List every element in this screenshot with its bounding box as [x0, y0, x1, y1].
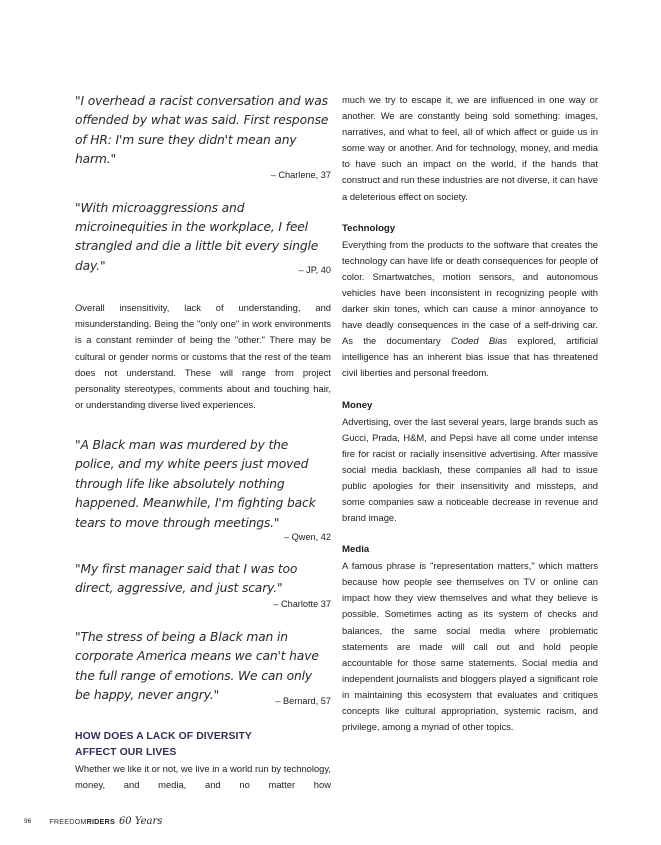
quote-block — [75, 560, 331, 610]
subsection-body — [342, 237, 598, 382]
subsection-media — [342, 542, 598, 735]
logo-text-bold: RIDERS — [86, 816, 115, 826]
section-intro-continued: much we try to escape it, we are influenced in one way or another. We are constantly being sold something: images, narratives, and what to feel, all of which affect or guide us in some way or another. And for technology, money, and media to have such an impact on the world, if the hands that construct and run these industries are not diverse, it can have a deleterious effect on society. — [342, 94, 598, 202]
quote-text: "A Black man was murdered by the police, and my white peers just moved through life like absolutely nothing happened. Meanwhile, I'm fighting back tears to move through meetings." — [75, 437, 316, 530]
right-column — [342, 92, 598, 735]
documentary-title: Coded Bias — [450, 335, 508, 347]
subsection-money — [342, 398, 598, 527]
section-intro-paragraph: Whether we like it or not, we live in a world run by technology, money, and media, and no matter how — [75, 763, 331, 791]
quote-block — [75, 199, 331, 277]
body-paragraph: Overall insensitivity, lack of understanding, and misunderstanding. Being the "only one" in work environments is a constant reminder of being the "other." There may be cultural or gender norms or customs that the rest of the team does not understand. These will range from project personality stereotypes, comments about and touching hair, or understanding diverse lived experiences. — [75, 302, 331, 410]
quote-attribution: – JP, 40 — [298, 265, 331, 276]
subsection-heading: Media — [342, 544, 370, 556]
page-footer — [24, 814, 162, 828]
publication-logo — [49, 816, 162, 827]
subsection-heading: Money — [342, 399, 373, 411]
quote-block — [75, 628, 331, 708]
quote-text: "The stress of being a Black man in corporate America means we can't have the full range of emotions. We can only be happy, never angry." — [75, 629, 319, 702]
left-column — [75, 92, 331, 794]
subsection-heading: Technology — [342, 222, 396, 234]
section-heading-line-2: AFFECT OUR LIVES — [75, 747, 177, 759]
quote-attribution: – Qwen, 42 — [284, 531, 331, 542]
quote-text: "I overhead a racist conversation and was offended by what was said. First response of HR: I'm sure they didn't mean any harm." — [75, 94, 329, 167]
body-text-segment: explored, artificial intelligence has an inherent bias issue that has threatened civil liberties and personal freedom. — [342, 335, 599, 379]
section-heading-line-1: HOW DOES A LACK OF DIVERSITY — [75, 731, 252, 743]
quote-text: "My first manager said that I was too direct, aggressive, and just scary." — [75, 561, 298, 596]
logo-text-light: FREEDOM — [49, 816, 87, 826]
quote-attribution: – Charlotte 37 — [273, 598, 331, 609]
quote-text: "With microaggressions and microinequities in the workplace, I feel strangled and die a little bit every single day." — [75, 200, 319, 273]
section-heading — [75, 729, 331, 761]
quote-attribution: – Bernard, 57 — [275, 696, 331, 707]
logo-script: 60 Years — [118, 815, 163, 827]
quote-block — [75, 436, 331, 543]
subsection-body: Advertising, over the last several years, large brands such as Gucci, Prada, H&M, and Pepsi have all come under intense fire for racist or racially insensitive advertising. After massive social media backlash, these companies all had to issue public apologies for their insensitivity and missteps, and some companies saw a noticeable decrease in revenue and brand image. — [342, 415, 598, 524]
quote-block — [75, 92, 331, 181]
subsection-technology — [342, 221, 598, 382]
quote-attribution: – Charlene, 37 — [270, 169, 331, 180]
page-number: 96 — [24, 817, 32, 825]
body-text-segment: Everything from the products to the software that creates the technology can have life or death consequences for people of color. Smartwatches, motion sensors, and autonomous vehicles have been inconsistent in recognizing people with darker skin tones, which can cause a minor annoyance to have deadly consequences in the case of a self-driving car. As the documentary — [342, 238, 598, 347]
subsection-body: A famous phrase is "representation matters," which matters because how people see themselves on TV or online can impact how they view themselves and what they believe is possible. Sometimes acting as its system of checks and balances, the same social media where problematic statements are made will call out and hold people accountable for those same statements. Social media and independent journalists and bloggers played a significant role in maintaining this ecosystem that evaluates and critiques concepts like cultural appropriation, systemic racism, and privilege, among a myriad of other topics. — [342, 560, 598, 733]
